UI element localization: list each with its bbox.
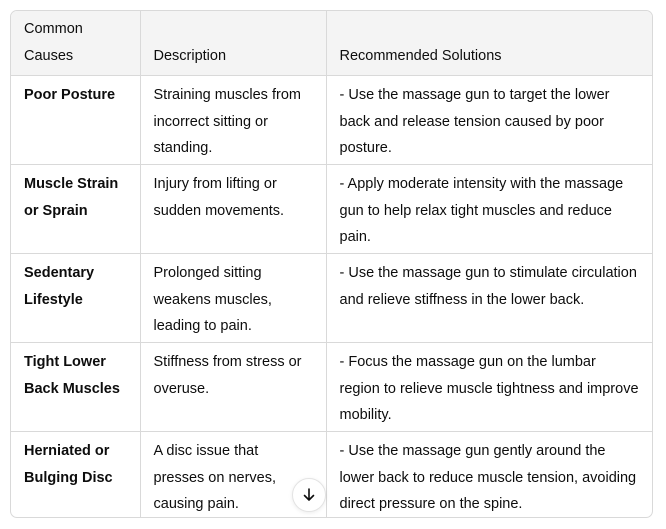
solution-cell: - Use the massage gun gently around the lower back to reduce muscle tension, avoiding direct pressure on the spine.: [326, 432, 652, 519]
cause-cell: Herniated or Bulging Disc: [24, 443, 113, 486]
header-common-causes: Common Causes: [11, 11, 140, 76]
causes-table-container: [10, 10, 653, 518]
solution-cell: - Use the massage gun to stimulate circulation and relieve stiffness in the lower back.: [326, 254, 652, 343]
description-cell: A disc issue that presses on nerves, causing pain.: [140, 432, 326, 519]
scroll-to-bottom-button[interactable]: [292, 478, 326, 512]
description-cell: Prolonged sitting weakens muscles, leading to pain.: [140, 254, 326, 343]
cause-cell: Sedentary Lifestyle: [11, 254, 140, 343]
header-description: Description: [140, 11, 326, 76]
cause-cell: Poor Posture: [11, 76, 140, 165]
cause-cell: Tight Lower Back Muscles: [11, 343, 140, 432]
solution-cell: - Focus the massage gun on the lumbar region to relieve muscle tightness and improve mobility.: [326, 343, 652, 432]
table-header-row: [11, 11, 652, 76]
description-cell: Stiffness from stress or overuse.: [140, 343, 326, 432]
table-row: [11, 76, 652, 165]
table-row: [11, 343, 652, 432]
table-row: [11, 254, 652, 343]
solution-cell: - Use the massage gun to target the lower back and release tension caused by poor posture.: [326, 76, 652, 165]
arrow-down-icon: [301, 487, 317, 503]
cause-cell: Muscle Strain or Sprain: [11, 165, 140, 254]
table-row: [11, 165, 652, 254]
causes-table: [11, 11, 652, 518]
description-cell: Straining muscles from incorrect sitting or standing.: [140, 76, 326, 165]
header-recommended-solutions: Recommended Solutions: [326, 11, 652, 76]
description-cell: Injury from lifting or sudden movements.: [140, 165, 326, 254]
solution-cell: - Apply moderate intensity with the massage gun to help relax tight muscles and reduce pain.: [326, 165, 652, 254]
table-row: [11, 432, 652, 519]
